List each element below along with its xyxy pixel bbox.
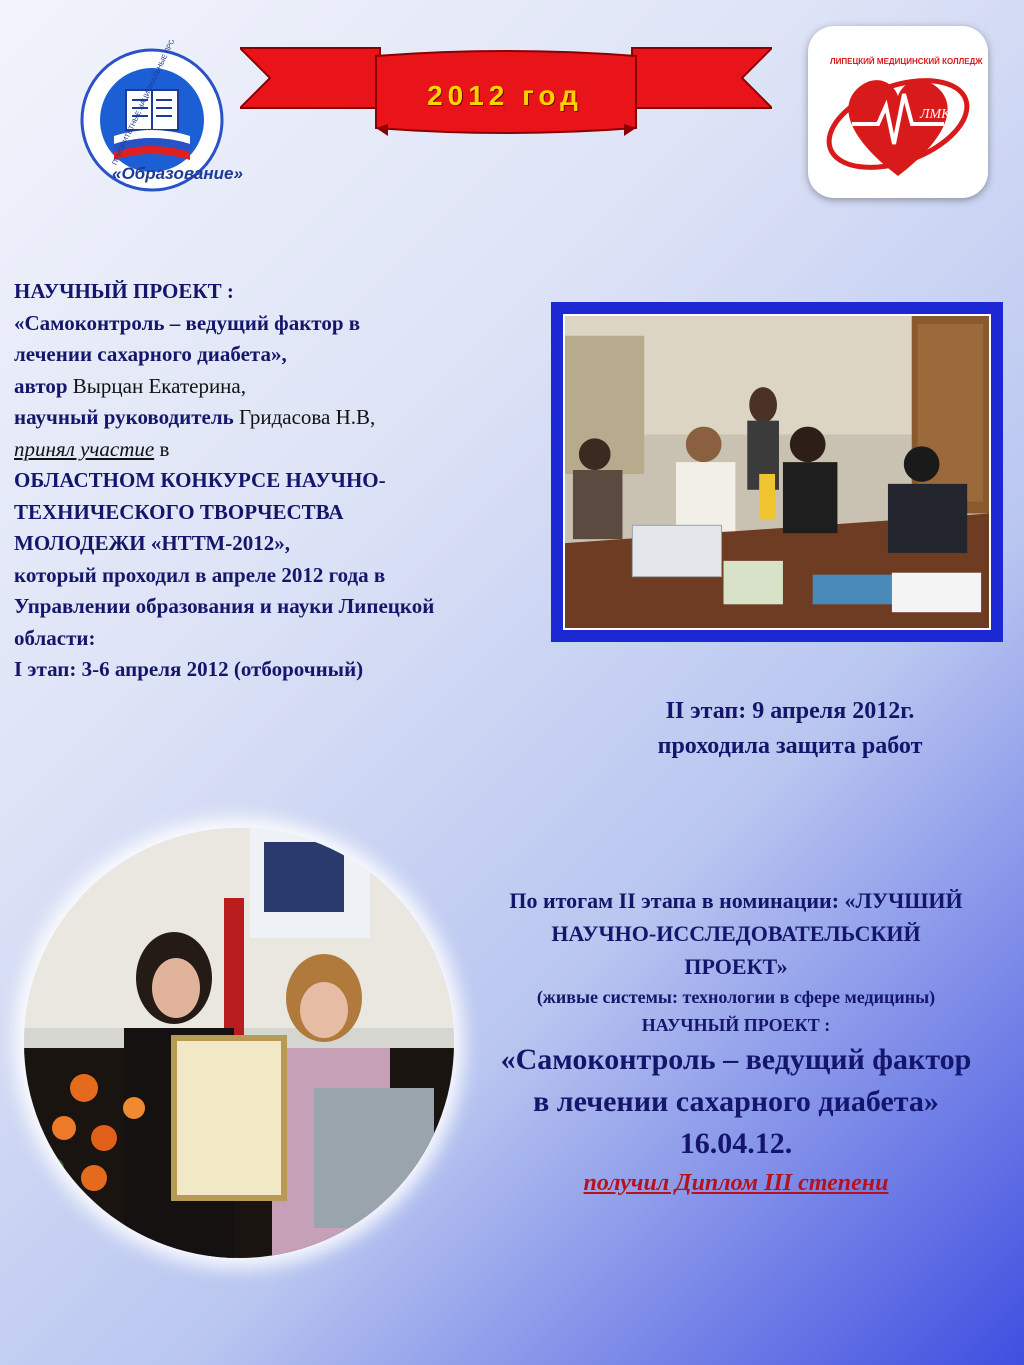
award-text: получил Диплом III степени: [583, 1170, 889, 1196]
subnomination: (живые системы: технологии в сфере медицины): [536, 987, 936, 1007]
stage1-text: I этап: 3-6 апреля 2012 (отборочный): [14, 657, 364, 681]
medical-college-logo: [808, 26, 988, 198]
project-title-line: лечении сахарного диабета»,: [14, 342, 287, 366]
contest-line: ОБЛАСТНОМ КОНКУРСЕ НАУЧНО-: [14, 468, 386, 492]
stage2-desc: проходила защита работ: [657, 733, 923, 759]
held-line: который проходил в апреле 2012 года в: [14, 562, 386, 587]
participated-label: принял участие: [14, 436, 155, 461]
heart-cardiogram-icon: [808, 26, 988, 198]
stage2-date: II этап: 9 апреля 2012г.: [665, 698, 915, 724]
project-heading: НАУЧНЫЙ ПРОЕКТ :: [14, 279, 234, 303]
supervisor-label: научный руководитель: [14, 405, 234, 429]
author-name: Вырцан Екатерина,: [67, 373, 246, 398]
svg-text:ЛМК: ЛМК: [920, 107, 951, 122]
results-heading: НАУЧНЫЙ ПРОЕКТ :: [641, 1015, 831, 1035]
year-label: 2012 год: [427, 80, 583, 111]
project-title-line: «Самоконтроль – ведущий фактор в: [14, 310, 361, 335]
nomination-line: ПРОЕКТ»: [684, 954, 788, 979]
participated-in: в: [154, 436, 170, 461]
svg-text:ПРИОРИТЕТНЫЕ НАЦИОНАЛЬНЫЕ ПРОЕ: ПРИОРИТЕТНЫЕ НАЦИОНАЛЬНЫЕ: [111, 53, 170, 167]
meeting-photo-frame: [551, 302, 1003, 642]
nomination-line: По итогам II этапа в номинации: «ЛУЧШИЙ: [509, 888, 963, 913]
results-title-line: «Самоконтроль – ведущий фактор: [500, 1043, 972, 1076]
results-date: 16.04.12.: [679, 1127, 793, 1160]
contest-line: ТЕХНИЧЕСКОГО ТВОРЧЕСТВА: [14, 499, 344, 524]
results-block: [456, 884, 1016, 1201]
svg-text:ЛИПЕЦКИЙ МЕДИЦИНСКИЙ КОЛЛЕДЖ: ЛИПЕЦКИЙ МЕДИЦИНСКИЙ КОЛЛЕДЖ: [830, 57, 983, 66]
supervisor-name: Гридасова Н.В,: [233, 405, 376, 429]
award-photo: [24, 828, 454, 1258]
nomination-line: НАУЧНО-ИССЛЕДОВАТЕЛЬСКИЙ: [551, 921, 921, 946]
author-label: автор: [14, 373, 68, 398]
logo-caption: «Образование»: [112, 164, 243, 183]
meeting-photo: [563, 314, 991, 630]
project-description: [14, 276, 554, 686]
held-line: области:: [14, 625, 96, 650]
contest-line: МОЛОДЕЖИ «НТТМ-2012»,: [14, 531, 290, 555]
held-line: Управлении образования и науки Липецкой: [14, 594, 435, 618]
stage2-block: [560, 694, 1020, 764]
results-title-line: в лечении сахарного диабета»: [533, 1085, 939, 1118]
